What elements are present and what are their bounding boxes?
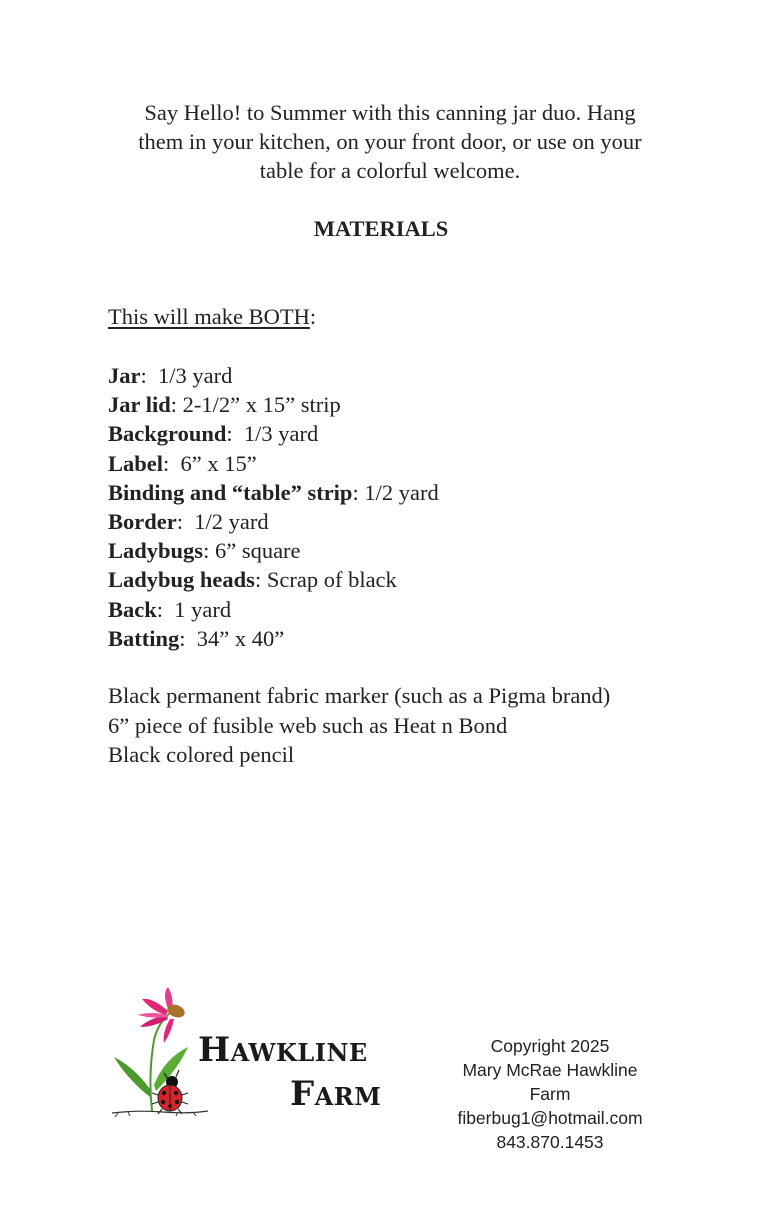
material-label: Binding and “table” strip	[108, 479, 353, 505]
material-item	[108, 449, 439, 478]
material-sep: :	[179, 625, 197, 651]
material-sep: :	[140, 363, 159, 388]
material-label: Label	[108, 450, 164, 476]
material-sep: :	[170, 392, 183, 418]
intro-line: Say Hello! to Summer with this canning jar duo. Hang	[144, 100, 636, 125]
material-item	[108, 478, 439, 507]
material-label: Ladybugs	[108, 538, 204, 564]
intro-paragraph	[95, 98, 685, 185]
petal	[164, 1019, 174, 1043]
material-label: Batting	[108, 625, 180, 651]
author-name: Mary McRae Hawkline Farm	[462, 1060, 638, 1104]
materials-heading: MATERIALS	[313, 216, 449, 241]
material-value: 2-1/2” x 15” strip	[182, 392, 341, 418]
material-sep: :	[254, 567, 267, 593]
supply-item: 6” piece of fusible web such as Heat n Bond	[108, 712, 508, 738]
material-item	[108, 536, 439, 565]
material-value: 1/2 yard	[364, 479, 439, 505]
email-text: fiberbug1@hotmail.com	[457, 1108, 643, 1128]
make-both-text: This will make BOTH	[108, 304, 310, 329]
material-item	[108, 624, 439, 653]
material-sep: :	[163, 450, 181, 476]
material-value: 1/2 yard	[194, 509, 269, 535]
material-value: 1/3 yard	[158, 363, 233, 388]
material-value: 6” square	[214, 538, 301, 564]
brand-name-line2: Farm	[290, 1074, 382, 1114]
material-item	[108, 361, 439, 390]
petal	[142, 999, 168, 1015]
intro-line: table for a colorful welcome.	[259, 158, 521, 183]
material-value: Scrap of black	[266, 567, 397, 593]
contact-block	[440, 1034, 660, 1154]
material-value: 34” x 40”	[196, 625, 285, 651]
material-sep: :	[156, 596, 175, 622]
leaf-left	[114, 1057, 150, 1097]
material-item	[108, 390, 439, 419]
intro-line: them in your kitchen, on your front door, or use on your	[138, 129, 642, 154]
material-label: Jar	[108, 363, 141, 388]
copyright-text: Copyright 2025	[490, 1036, 610, 1056]
phone-text: 843.870.1453	[496, 1132, 604, 1152]
supplies-list	[108, 681, 610, 770]
material-label: Back	[108, 596, 157, 622]
ladybug	[152, 1070, 188, 1114]
material-label: Border	[108, 509, 177, 535]
material-label: Background	[108, 421, 227, 447]
supply-item: Black colored pencil	[108, 742, 295, 767]
make-both-colon: :	[309, 304, 317, 329]
material-sep: :	[352, 479, 365, 505]
material-item	[108, 419, 439, 448]
material-sep: :	[226, 421, 244, 447]
material-sep: :	[176, 509, 195, 535]
material-item	[108, 595, 439, 624]
material-label: Jar lid	[108, 392, 171, 418]
supply-item: Black permanent fabric marker (such as a Pigma brand)	[108, 683, 611, 708]
material-sep: :	[203, 538, 215, 564]
material-label: Ladybug heads	[108, 567, 255, 593]
brand-name-line1: Hawkline	[198, 1030, 368, 1070]
material-value: 1 yard	[174, 596, 232, 622]
materials-list	[108, 361, 439, 653]
make-both-note	[108, 302, 316, 331]
material-value: 1/3 yard	[243, 421, 319, 447]
material-item	[108, 507, 439, 536]
material-value: 6” x 15”	[180, 450, 257, 476]
material-item	[108, 565, 439, 594]
